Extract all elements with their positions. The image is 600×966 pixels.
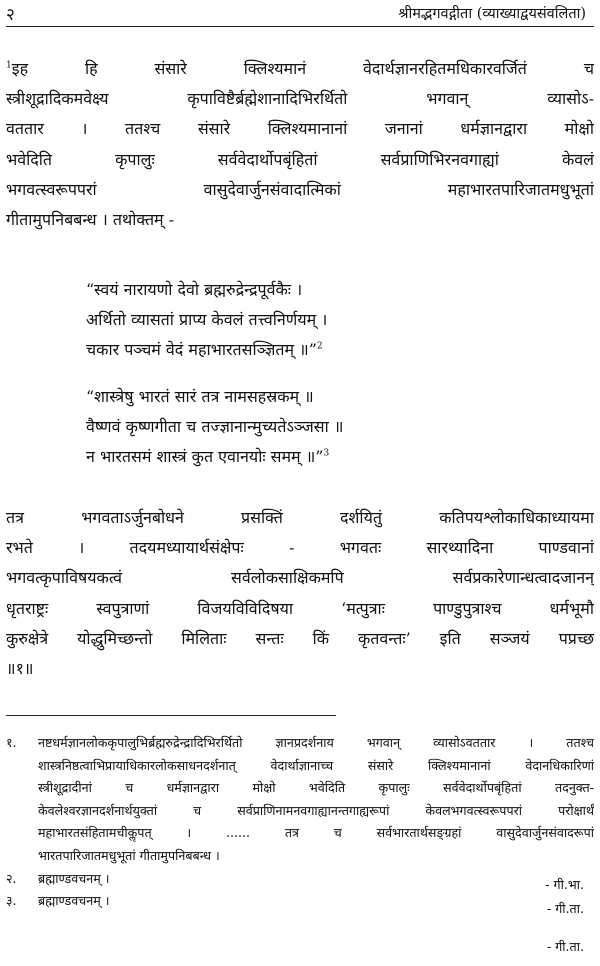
paragraph-line: भगवत्कृपाविषयकत्वं सर्वलोकसाक्षिकमपि सर्वप्रकारेणान्धत्वादजानन् <box>6 568 594 588</box>
footnote-marker: 1 <box>6 60 12 71</box>
quoted-verse-2 <box>86 382 343 472</box>
paragraph-line: धृतराष्ट्रः स्वपुत्राणां विजयविविदिषया ‘मत्पुत्राः पाण्डुपुत्राश्च धर्मभूमौ <box>6 598 594 618</box>
footnote-text <box>38 890 594 913</box>
paragraph-line: $^1$इह हि संसारे क्लिश्यमानं वेदार्थज्ञानरहितमधिकारवर्जितं च <box>6 59 594 78</box>
verse-line: “शास्त्रेषु भारतं सारं तत्र नामसहस्रकम् ॥ <box>86 387 314 406</box>
page-number: २ <box>6 5 15 25</box>
footnote-number: २. <box>6 870 17 886</box>
header-rule <box>6 26 594 27</box>
footnote-3 <box>6 890 594 913</box>
footnote-marker: 3 <box>323 448 330 459</box>
paragraph-line: गीतामुपनिबबन्ध । तथोक्तम् - <box>6 210 175 230</box>
quoted-verse-1 <box>86 275 327 365</box>
commentary-paragraph <box>6 503 594 684</box>
footnote-line: ब्रह्माण्डवचनम् । <box>38 870 110 886</box>
footnote-text <box>38 732 594 868</box>
paragraph-line: वततार । ततश्च संसारे क्लिश्यमानानां जनानां धर्मज्ञानद्वारा मोक्षो <box>6 119 594 139</box>
footnote-marker: 2 <box>316 341 323 352</box>
verse-number: ॥१॥ <box>6 659 34 679</box>
footnote-text <box>38 868 594 891</box>
footnote-source: - गी.ता. <box>546 939 584 954</box>
verse-line: वैष्णवं कृष्णगीता च तज्ज्ञानान्मुच्यतेऽञ्जसा ॥ <box>86 417 344 436</box>
verse-line: न भारतसमं शास्त्रं कुत एवानयोः समम् ॥”$^3$ <box>86 447 330 466</box>
footnote-line: भारतपारिजातमधुभूतां गीतामुपनिबबन्ध । <box>38 847 220 863</box>
footnote-line: ब्रह्माण्डवचनम् । <box>38 893 110 909</box>
paragraph-line: तत्र भगवताऽर्जुनबोधने प्रसक्तिं दर्शयितुं कतिपयश्लोकाधिकाध्यायमा <box>6 508 594 527</box>
running-title: श्रीमद्भगवद्गीता (व्याख्याद्वयसंवलिता) <box>398 6 586 22</box>
footnote-line: स्त्रीशूद्रादीनां च धर्मज्ञानद्वारा मोक्षो भवेदिति कृपालुः सर्ववेदार्थोपबृंहितां तदनुक्त- <box>38 780 594 796</box>
paragraph-line: भवेदिति कृपालुः सर्ववेदार्थोपबृंहितां सर्वप्राणिभिरनवगाह्यां केवलं <box>6 149 594 169</box>
footnote-line: महाभारतसंहितामचीकॢपत् । ...... तत्र च सर्वभारतार्थसङ्ग्रहां वासुदेवार्जुनसंवादरूपां <box>38 825 594 841</box>
verse-line: अर्थितो व्यासतां प्राप्य केवलं तत्त्वनिर्णयम् । <box>86 310 328 329</box>
footnote-separator <box>6 715 336 716</box>
intro-paragraph <box>6 54 594 235</box>
footnote-2 <box>6 868 594 891</box>
paragraph-line: रभते । तदयमध्यायार्थसंक्षेपः - भगवतः सारथ्यादिना पाण्डवानां <box>6 538 594 558</box>
paragraph-line: भगवत्स्वरूपपरां वासुदेवार्जुनसंवादात्मिकां महाभारतपारिजातमधुभूतां <box>6 179 594 199</box>
paragraph-line: कुरुक्षेत्रे योद्धुमिच्छन्तो मिलिताः सन्तः किं कृतवन्तः’ इति सञ्जयं पप्रच्छ <box>6 628 594 648</box>
footnote-1 <box>6 732 594 868</box>
paragraph-line: स्त्रीशूद्रादिकमवेक्ष्य कृपाविष्टैर्ब्रह्मेशानादिभिरर्थितो भगवान् व्यासोऽ- <box>6 89 594 109</box>
footnotes <box>6 732 594 954</box>
footnote-number: ३. <box>6 893 17 909</box>
footnote-line: केवलेश्वरज्ञानदर्शनार्थयुक्तां च सर्वप्राणिनामनवगाह्यानन्तगाह्यरूपां केवलभगवत्स्वरूपपरां परोक्षार्थं <box>38 802 594 818</box>
footnote-line: नष्टधर्मज्ञानलोककृपालुभिर्ब्रह्मरुद्रेन्द्रादिभिरर्थितो ज्ञानप्रदर्शनाय भगवान् व्यासोऽवततार । ततश्च <box>38 735 594 750</box>
footnote-line: शास्त्रनिष्ठत्वाभिप्रायाधिकारलोकसाधनदर्शनात् वेदार्थाज्ञानाच्च संसारे क्लिश्यमानानां वेदानधिकारिणां <box>38 757 594 773</box>
footnote-source: - गी.ता. <box>546 901 584 916</box>
footnote-source: - गी.भा. <box>545 877 584 892</box>
page-header <box>0 2 600 26</box>
verse-line: चकार पञ्चमं वेदं महाभारतसञ्ज्ञितम् ॥”$^2$ <box>86 340 323 359</box>
footnote-number: १. <box>6 735 17 750</box>
verse-line: “स्वयं नारायणो देवो ब्रह्मरुद्रेन्द्रपूर्वकैः । <box>86 280 303 299</box>
